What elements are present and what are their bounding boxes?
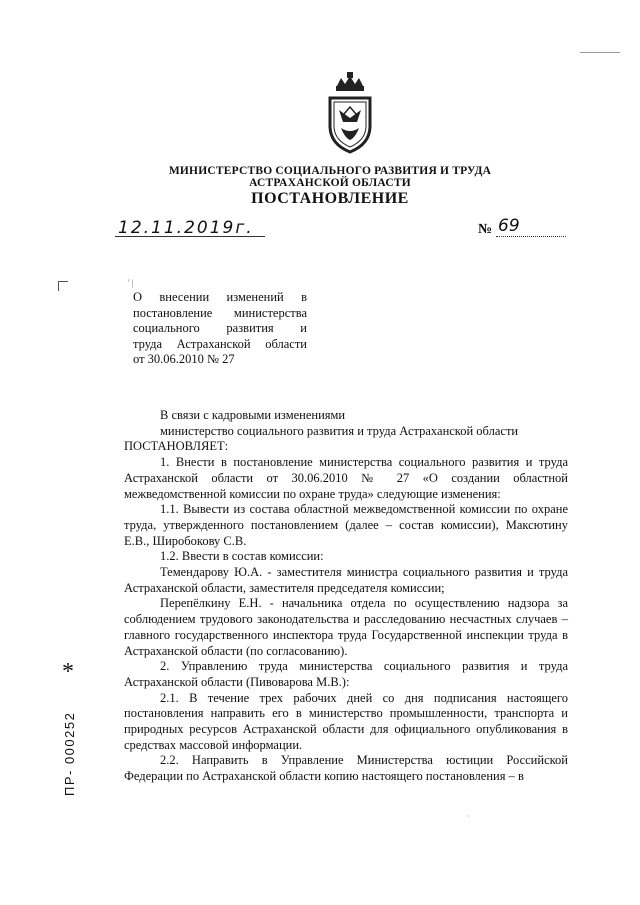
paragraph-1-2: 1.2. Ввести в состав комиссии: xyxy=(160,549,324,564)
paragraph-1-2-a: Темендарову Ю.А. - заместителя министра социального развития и труда Астраханской области, заместителя председателя комиссии; xyxy=(124,565,568,595)
registration-number: ПР- 000252 xyxy=(62,711,77,796)
ministry-name-line1: МИНИСТЕРСТВО СОЦИАЛЬНОГО РАЗВИТИЯ И ТРУДА xyxy=(168,165,492,177)
paragraph-1-2-b: Перепёлкину Е.Н. - начальника отдела по осуществлению надзора за соблюдением трудового законодательства и расследованию несчастных случаев – главного государственного инспектора труда Государственной инспекции труда в Астраханской области (по согласованию). xyxy=(124,596,568,658)
document-number: 69 xyxy=(498,216,520,236)
coat-of-arms-icon xyxy=(327,72,373,154)
subject-line: социального развития и xyxy=(133,321,307,335)
paragraph-2: 2. Управлению труда министерства социального развития и труда Астраханской области (Пивоварова М.В.): xyxy=(124,659,568,689)
document-body xyxy=(124,408,568,785)
subject-line: от 30.06.2010 № 27 xyxy=(133,352,235,366)
document-subject xyxy=(133,290,307,368)
subject-line: О внесении изменений в xyxy=(133,290,307,304)
scan-edge-line xyxy=(580,52,620,53)
paragraph-2-1: 2.1. В течение трех рабочих дней со дня подписания настоящего постановления направить его в министерство промышленности, транспорта и природных ресурсов Астраханской области для официального опубликования в средствах массовой информации. xyxy=(124,690,568,752)
number-underline xyxy=(496,236,566,237)
scan-speck: · xyxy=(467,812,470,821)
document-date: 12.11.2019г. xyxy=(118,218,254,238)
paragraph-1: 1. Внести в постановление министерства социального развития и труда Астраханской области от 30.06.2010 № 27 «О создании областной межведомственной комиссии по охране труда» следующие изменения: xyxy=(124,455,568,501)
document-type-title: ПОСТАНОВЛЕНИЕ xyxy=(251,190,409,207)
ministry-name-line2: АСТРАХАНСКОЙ ОБЛАСТИ xyxy=(249,177,411,189)
body-resolves: ПОСТАНОВЛЯЕТ: xyxy=(124,439,229,454)
scan-ticks: ' | xyxy=(128,278,134,288)
body-intro-continued: министерство социального развития и труда Астраханской области xyxy=(160,423,519,438)
number-label: № xyxy=(478,222,493,237)
subject-line: труда Астраханской области xyxy=(133,336,307,351)
paragraph-2-2: 2.2. Направить в Управление Министерства юстиции Российской Федерации по Астраханской области копию настоящего постановления – в xyxy=(124,753,568,784)
body-intro: В связи с кадровыми изменениями xyxy=(160,408,346,422)
paragraph-1-1: 1.1. Вывести из состава областной межведомственной комиссии по охране труда, утвержденного постановлением (далее – состав комиссии), Максютину Е.В., Широбокову С.В. xyxy=(124,502,568,548)
corner-mark-vertical xyxy=(58,281,59,291)
subject-line: постановление министерства xyxy=(133,305,307,320)
date-underline xyxy=(115,236,265,237)
margin-star: * xyxy=(62,659,74,685)
corner-mark xyxy=(58,281,68,282)
